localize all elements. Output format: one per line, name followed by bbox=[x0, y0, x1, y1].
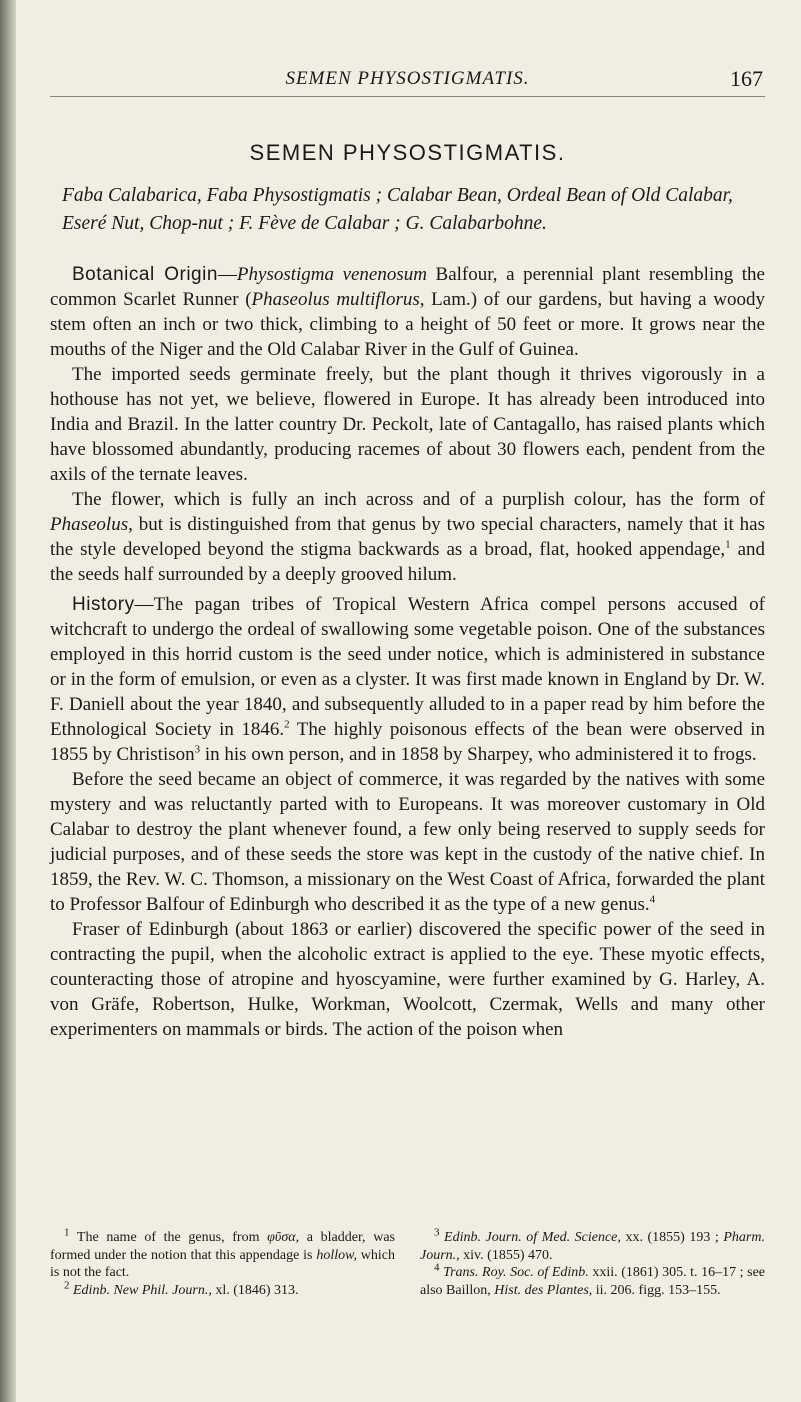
text-run: Before the seed became an object of commerce, it was regarded by the natives with some mystery and was reluctantly parted with to Europeans. It was moreover customary in Old Calabar to destroy the plant whenever found, a few only being reserved to supply seeds for judicial purposes, and of these seeds the store was kept in the custody of the native chief. In 1859, the Rev. W. C. Thomson, a missionary on the West Coast of Africa, forwarded the plant to Professor Balfour of Edinburgh who described it as the type of a new genus. bbox=[50, 769, 765, 915]
text-run: a bladder, was formed under the notion that this appendage is bbox=[50, 1230, 396, 1263]
footnote-ref: 4 bbox=[649, 893, 656, 906]
footnote-ref: 2 bbox=[284, 718, 290, 731]
journal-title: Trans. Roy. Soc. of Edinb. bbox=[439, 1265, 589, 1280]
footnote bbox=[50, 1278, 395, 1300]
text-run: The pagan tribes of Tropical Western Africa compel persons accused of witchcraft to undergo the ordeal of swallowing some vegetable poison. One of the substances employed in this horrid custom is the seed under notice, which is administered in substance or in the form of emulsion, or even as a clyster. It was first made known in England by Dr. W. F. Daniell about the year 1840, and subsequently alluded to in a paper read by him before the Ethnological Society in 1846. bbox=[50, 594, 765, 740]
footnote-number: 3 bbox=[434, 1226, 440, 1239]
text-run: xiv. (1855) 470. bbox=[459, 1247, 553, 1263]
paragraph: The imported seeds germinate freely, but the plant though it thrives vigorously in a hothouse has not yet, we believe, flowered in Europe. It has already been introduced into India and Brazil. In the latter country Dr. Peckolt, late of Cantagallo, has raised plants which have blossomed abundantly, producing racemes of about 30 flowers each, pendent from the axils of the ternate leaves. bbox=[50, 364, 765, 485]
footnote bbox=[420, 1261, 765, 1299]
footnotes bbox=[50, 1226, 765, 1299]
heading-dash: — bbox=[217, 264, 237, 285]
botanical-origin-paragraph bbox=[50, 262, 765, 362]
genus-name: Phaseolus, bbox=[50, 514, 133, 535]
book-title: Hist. des Plantes, bbox=[494, 1282, 593, 1298]
journal-title: Pharm. Journ., bbox=[420, 1230, 765, 1263]
running-head bbox=[50, 66, 765, 97]
page-number: 167 bbox=[730, 66, 763, 91]
section-title: SEMEN PHYSOSTIGMATIS. bbox=[249, 140, 566, 165]
footnote-number: 4 bbox=[434, 1261, 440, 1274]
book-binding-edge bbox=[0, 0, 16, 1402]
botanical-origin-heading: Botanical Origin bbox=[72, 264, 218, 285]
synonyms-line: Faba Calabarica, Faba Physostigmatis ; Calabar Bean, Ordeal Bean of Old Calabar, Eseré Nut, Chop-nut ; F. Fève de Calabar ; G. Calabarbohne. bbox=[62, 185, 733, 234]
footnote-ref: 1 bbox=[725, 538, 731, 551]
text-run: xx. (1855) 193 ; bbox=[620, 1230, 724, 1245]
body-text bbox=[50, 262, 765, 1042]
text-run: xl. (1846) 313. bbox=[211, 1282, 299, 1298]
history-heading: History bbox=[72, 594, 135, 615]
footnote bbox=[50, 1226, 396, 1282]
text-run: Balfour, a perennial plant resembling the common Scarlet Runner ( bbox=[50, 264, 765, 310]
paragraph bbox=[50, 767, 765, 917]
emphasis: hollow, bbox=[316, 1247, 357, 1263]
running-title: SEMEN PHYSOSTIGMATIS. bbox=[285, 68, 530, 89]
text-run: The name of the genus, from bbox=[69, 1230, 268, 1245]
text-run: ii. 206. figg. 153–155. bbox=[592, 1282, 721, 1298]
text-run: which is not the fact. bbox=[50, 1247, 395, 1280]
species-name: Physostigma venenosum bbox=[236, 264, 427, 285]
text-run: The flower, which is fully an inch across and of a purplish colour, has the form of bbox=[72, 489, 765, 510]
footnote-number: 2 bbox=[64, 1278, 70, 1291]
greek-word: φῦσα, bbox=[267, 1230, 300, 1245]
footnote bbox=[420, 1226, 765, 1264]
history-paragraph bbox=[50, 592, 765, 767]
text-run: xxii. (1861) 305. t. 16–17 ; see also Baillon, bbox=[420, 1265, 765, 1298]
text-run: in his own person, and in 1858 by Sharpey, who administered it to frogs. bbox=[200, 744, 757, 765]
text-run: but is distinguished from that genus by two special characters, namely that it has the style developed beyond the stigma backwards as a broad, flat, hooked appendage, bbox=[50, 514, 765, 560]
footnotes-left-column bbox=[50, 1226, 396, 1299]
paragraph: Fraser of Edinburgh (about 1863 or earlier) discovered the specific power of the seed in contracting the pupil, when the alcoholic extract is applied to the eye. These myotic effects, counteracting those of atropine and hyoscyamine, were further examined by G. Harley, A. von Gräfe, Robertson, Hulke, Workman, Woolcott, Czermak, Wells and many other experimenters on mammals or birds. The action of the poison when bbox=[50, 919, 765, 1040]
paragraph bbox=[50, 487, 765, 587]
species-name: Phaseolus multiflorus bbox=[251, 289, 420, 310]
text-run: , Lam.) of our gardens, but having a woody stem often an inch or two thick, climbing to a height of 50 feet or more. It grows near the mouths of the Niger and the Old Calabar River in the Gulf of Guinea. bbox=[50, 289, 765, 360]
text-run: and the seeds half surrounded by a deeply grooved hilum. bbox=[50, 539, 765, 585]
book-page bbox=[50, 0, 765, 1402]
heading-dash: — bbox=[134, 594, 154, 615]
journal-title: Edinb. New Phil. Journ., bbox=[69, 1282, 212, 1298]
text-run: The highly poisonous effects of the bean were observed in 1855 by Christison bbox=[50, 719, 766, 765]
footnotes-right-column bbox=[420, 1226, 765, 1299]
journal-title: Edinb. Journ. of Med. Science, bbox=[439, 1230, 621, 1245]
footnote-number: 1 bbox=[64, 1226, 70, 1239]
footnote-ref: 3 bbox=[194, 743, 201, 756]
